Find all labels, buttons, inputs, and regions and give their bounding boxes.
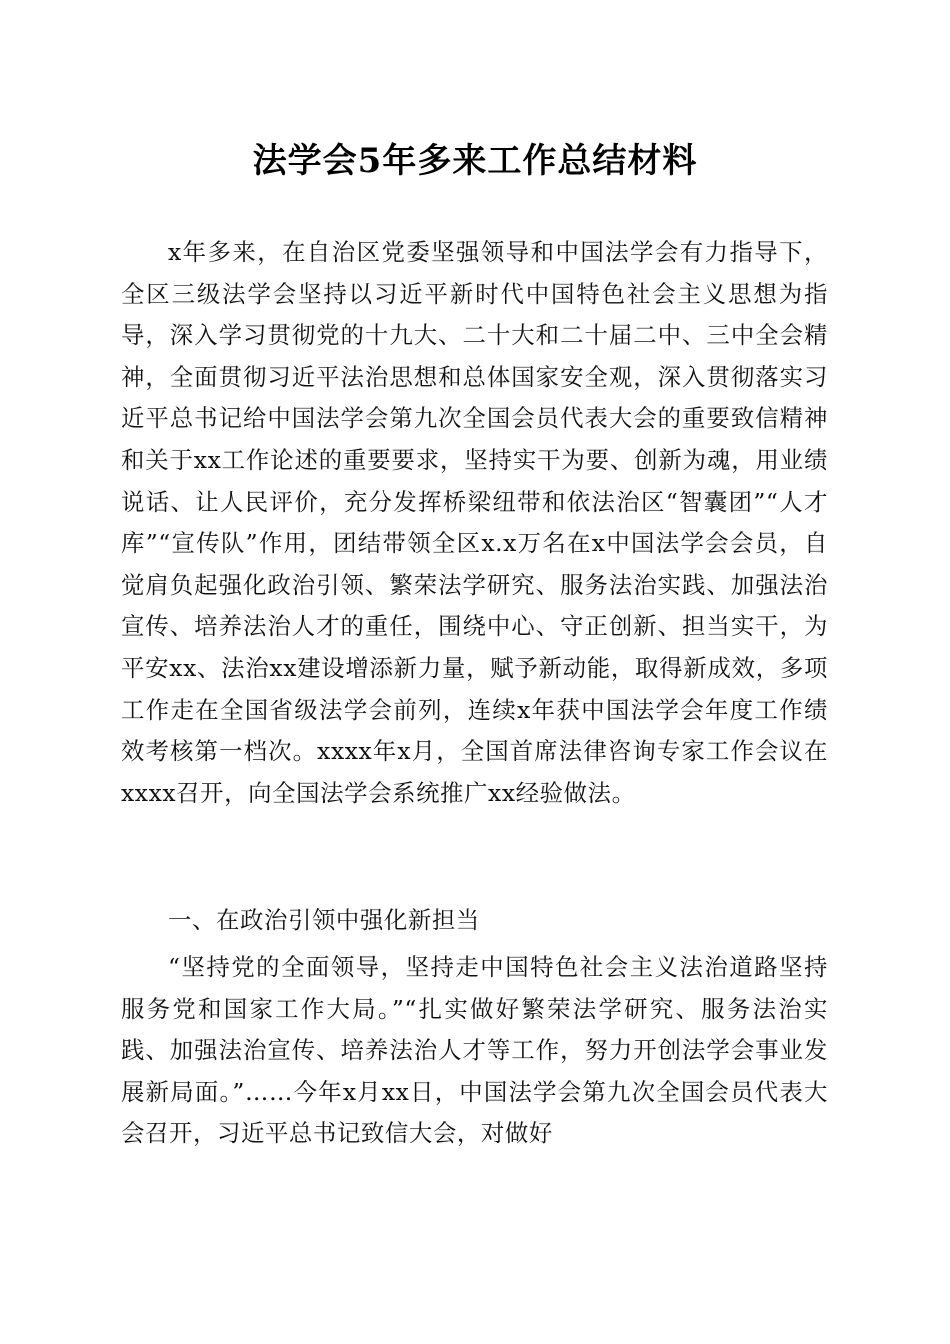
paragraph-section-1: “坚持党的全面领导，坚持走中国特色社会主义法治道路坚持服务党和国家工作大局。”“扎实做好繁荣法学研究、服务法治实践、加强法治宣传、培养法治人才等工作，努力开创法学会事业发展新局面。”……今年x月xx日，中国法学会第九次全国会员代表大会召开，习近平总书记致信大会，对做好 xyxy=(121,953,828,1148)
paragraph-intro: x年多来，在自治区党委坚强领导和中国法学会有力指导下，全区三级法学会坚持以习近平新时代中国特色社会主义思想为指导，深入学习贯彻党的十九大、二十大和二十届二中、三中全会精神，全面贯彻习近平法治思想和总体国家安全观，深入贯彻落实习近平总书记给中国法学会第九次全国会员代表大会的重要致信精神和关于xx工作论述的重要要求，坚持实干为要、创新为魂，用业绩说话、让人民评价，充分发挥桥梁纽带和依法治区“智囊团”“人才库”“宣传队”作用，团结带领全区x.x万名在x中国法学会会员，自觉肩负起强化政治引领、繁荣法学研究、服务法治实践、加强法治宣传、培养法治人才的重任，围绕中心、守正创新、担当实干，为平安xx、法治xx建设增添新力量，赋予新动能，取得新成效，多项工作走在全国省级法学会前列，连续x年获中国法学会年度工作绩效考核第一档次。xxxx年x月，全国首席法律咨询专家工作会议在xxxx召开，向全国法学会系统推广xx经验做法。 xyxy=(121,238,828,807)
document-title: 法学会5年多来工作总结材料 xyxy=(252,141,698,181)
section-heading-1: 一、在政治引领中强化新担当 xyxy=(168,906,480,934)
